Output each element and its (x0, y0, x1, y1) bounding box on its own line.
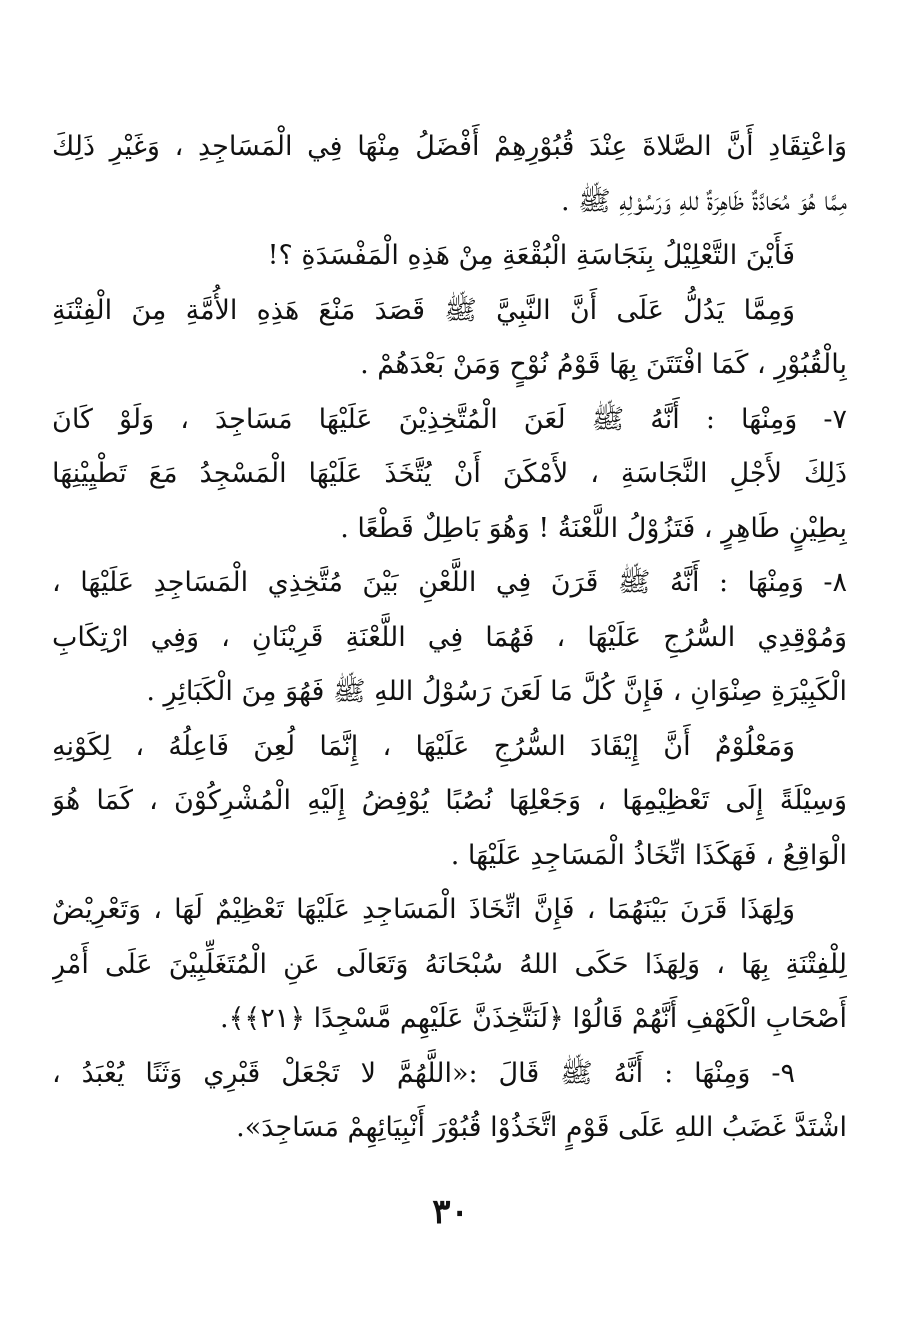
text-line: مِمَّا هُوَ مُحَادَّةٌ ظَاهِرَةٌ للهِ وَرَسُوْلِهِ ﷺ . (560, 185, 847, 217)
text-line: وَمِمَّا يَدُلُّ عَلَى أَنَّ النَّبِيَّ ﷺ قَصَدَ مَنْعَ هَذِهِ الأُمَّةِ مِنَ الْفِتْنَةِ (52, 294, 795, 326)
text-line: ذَلِكَ لأَجْلِ النَّجَاسَةِ ، لأَمْكَنَ أَنْ يُتَّخَذَ عَلَيْهَا الْمَسْجِدُ مَعَ تَطْيِيْنِهَا (52, 458, 847, 489)
text-line: وَمُوْقِدِي السُّرُجِ عَلَيْهَا ، فَهُمَا فِي اللَّعْنَةِ قَرِيْنَانِ ، وَفِي ارْتِكَابِ (52, 621, 847, 653)
text-line: وَمَعْلُوْمٌ أَنَّ إِيْقَادَ السُّرُجِ عَلَيْهَا ، إِنَّمَا لُعِنَ فَاعِلُهُ ، لِكَوْنِهِ (52, 730, 795, 762)
text-line: وَاعْتِقَادِ أَنَّ الصَّلاةَ عِنْدَ قُبُوْرِهِمْ أَفْضَلُ مِنْهَا فِي الْمَسَاجِدِ ، وَغَيْرِ ذَلِكَ (52, 131, 847, 162)
text-line: وَسِيْلَةً إِلَى تَعْظِيْمِهَا ، وَجَعْلِهَا نُصُبًا يُوْفِضُ إِلَيْهِ الْمُشْرِكُوْنَ ، كَمَا هُوَ (52, 785, 847, 816)
text-line: فَأَيْنَ التَّعْلِيْلُ بِنَجَاسَةِ الْبُقْعَةِ مِنْ هَذِهِ الْمَفْسَدَةِ ؟! (267, 240, 795, 271)
text-line: ٨- وَمِنْهَا : أَنَّهُ ﷺ قَرَنَ فِي اللَّعْنِ بَيْنَ مُتَّخِذِي الْمَسَاجِدِ عَلَيْهَا ، (52, 567, 847, 598)
page-body (52, 120, 847, 1156)
page-number: ٣٠ (432, 1192, 469, 1232)
text-line: بِالْقُبُوْرِ ، كَمَا افْتَتَنَ بِهَا قَوْمُ نُوْحٍ وَمَنْ بَعْدَهُمْ . (360, 349, 847, 380)
text-line: بِطِيْنٍ طَاهِرٍ ، فَتَزُوْلُ اللَّعْنَةُ ! وَهُوَ بَاطِلٌ قَطْعًا . (340, 512, 847, 544)
text-line: أَصْحَابِ الْكَهْفِ أَنَّهُمْ قَالُوْا ﴿لَنَتَّخِذَنَّ عَلَيْهِم مَّسْجِدًا ﴿٢١﴾﴾. (220, 1003, 847, 1034)
text-line: ٩- وَمِنْهَا : أَنَّهُ ﷺ قَالَ :«اللَّهُمَّ لا تَجْعَلْ قَبْرِي وَثَنًا يُعْبَدُ ، (52, 1057, 795, 1089)
text-line: اشْتَدَّ غَضَبُ اللهِ عَلَى قَوْمٍ اتَّخَذُوْا قُبُوْرَ أَنْبِيَائِهِمْ مَسَاجِدَ». (236, 1112, 847, 1143)
text-line: لِلْفِتْنَةِ بِهَا ، وَلِهَذَا حَكَى اللهُ سُبْحَانَهُ وَتَعَالَى عَنِ الْمُتَغَلِّبِيْنَ عَلَى أَمْرِ (52, 948, 847, 980)
text-line: ٧- وَمِنْهَا : أَنَّهُ ﷺ لَعَنَ الْمُتَّخِذِيْنَ عَلَيْهَا مَسَاجِدَ ، وَلَوْ كَانَ (52, 403, 847, 435)
text-line: وَلِهَذَا قَرَنَ بَيْنَهُمَا ، فَإِنَّ اتِّخَاذَ الْمَسَاجِدِ عَلَيْهَا تَعْظِيْمٌ لَهَا ، وَتَعْرِيْضٌ (52, 894, 795, 925)
text-line: الْكَبِيْرَةِ صِنْوَانِ ، فَإِنَّ كُلَّ مَا لَعَنَ رَسُوْلُ اللهِ ﷺ فَهُوَ مِنَ الْكَبَائِرِ . (146, 676, 847, 707)
text-line: الْوَاقِعُ ، فَهَكَذَا اتِّخَاذُ الْمَسَاجِدِ عَلَيْهَا . (450, 839, 847, 871)
